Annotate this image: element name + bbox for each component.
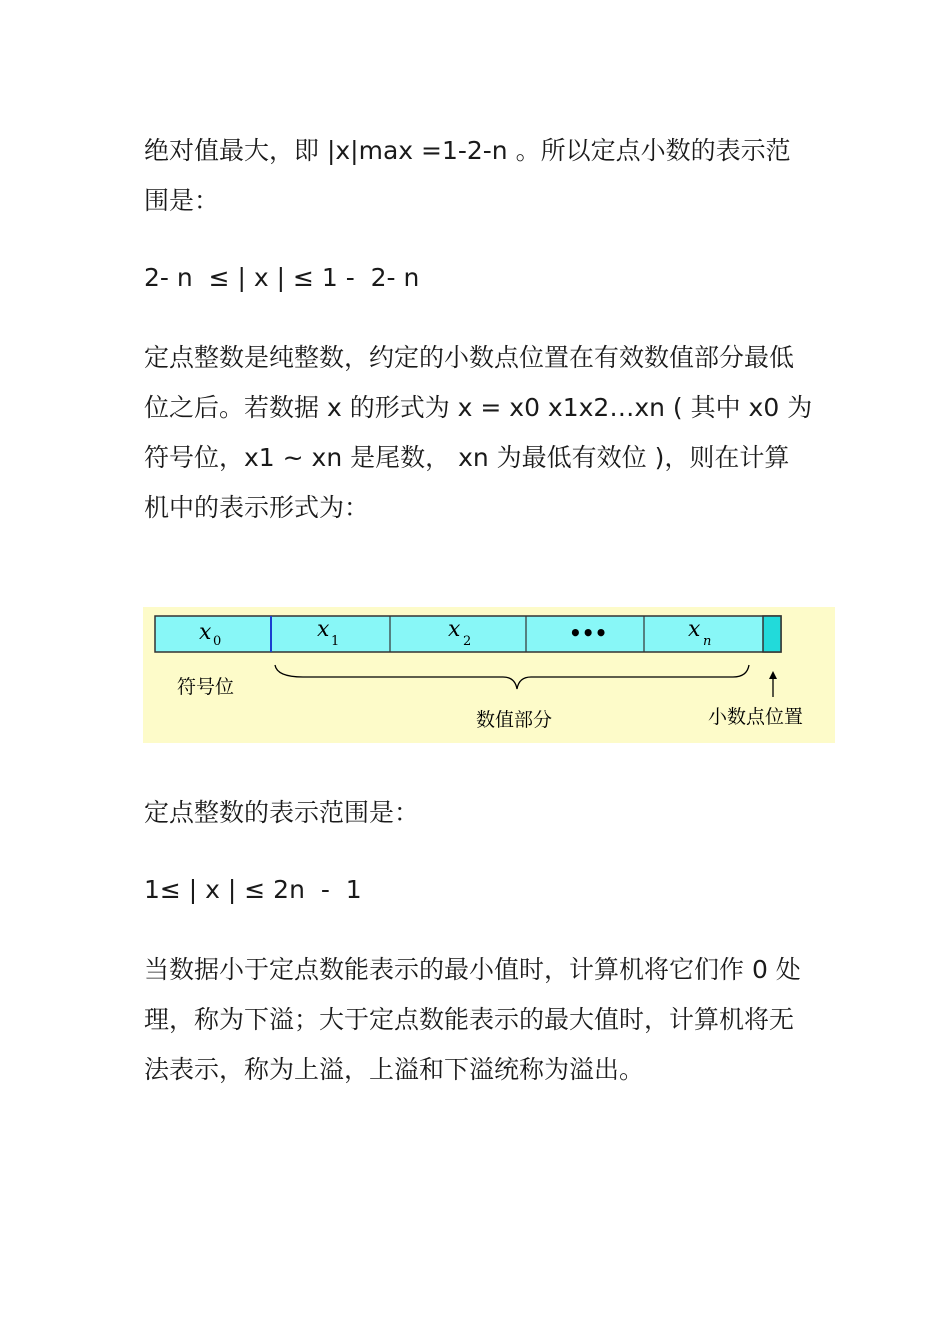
svg-text:0: 0 [213, 634, 222, 649]
paragraph-overflow: 当数据小于定点数能表示的最小值时，计算机将它们作 0 处理，称为下溢；大于定点数能表示的最大值时，计算机将无法表示，称为上溢，上溢和下溢统称为溢出。 [144, 955, 801, 1084]
sign-bit-label: 符号位 [177, 676, 235, 698]
svg-text:x: x [448, 617, 461, 642]
svg-text:x: x [199, 620, 212, 645]
decimal-point-label: 小数点位置 [708, 706, 804, 728]
formula-integer-range: 1≤ | x | ≤ 2n - 1 [144, 875, 362, 904]
value-part-label: 数值部分 [476, 709, 553, 731]
value-brace [275, 665, 749, 689]
point-arrow-head [769, 671, 777, 679]
paragraph-integer-range-intro: 定点整数的表示范围是： [144, 798, 420, 827]
svg-text:x: x [317, 617, 330, 642]
paragraph-range-intro: 绝对值最大，即 |x|max =1-2-n 。所以定点小数的表示范围是： [144, 136, 791, 215]
svg-text:1: 1 [331, 634, 340, 649]
formula-fraction-range: 2- n ≤ | x | ≤ 1 - 2- n [144, 263, 420, 292]
svg-text:n: n [703, 634, 712, 649]
fixed-point-integer-diagram [143, 607, 835, 743]
svg-text:2: 2 [463, 634, 472, 649]
decimal-point-cell [763, 616, 781, 652]
cell-ellipsis: ••• [569, 621, 608, 645]
paragraph-integer-definition: 定点整数是纯整数，约定的小数点位置在有效数值部分最低位之后。若数据 x 的形式为 x = x0 x1x2…xn ( 其中 x0 为符号位，x1 ~ xn 是尾数， xn 为最低有效位 )，则在计算机中的表示形式为： [144, 343, 813, 522]
svg-text:x: x [688, 617, 701, 642]
